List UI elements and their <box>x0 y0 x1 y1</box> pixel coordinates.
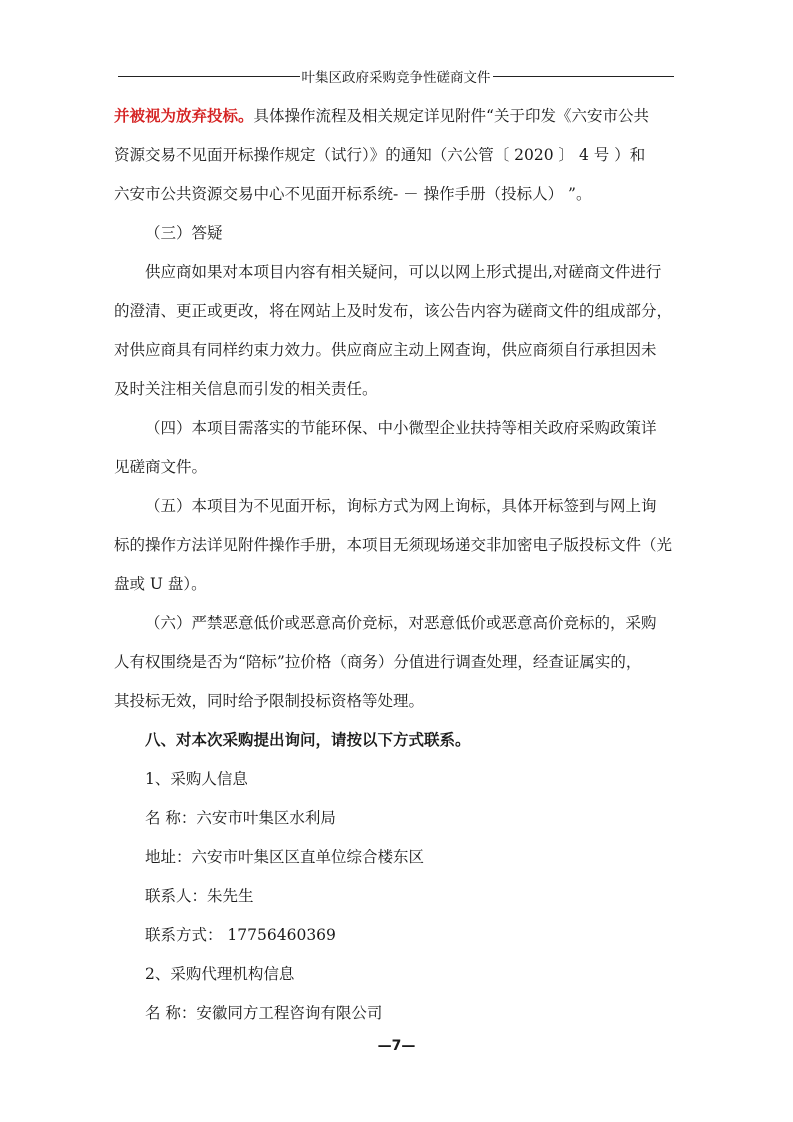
agency-info-heading: 2、采购代理机构信息 <box>145 965 295 983</box>
buyer-contact-person: 联系人：朱先生 <box>145 887 254 905</box>
paragraph-line: 盘或 U 盘）。 <box>114 575 207 593</box>
abandon-bid-warning: 并被视为放弃投标。 <box>114 107 254 125</box>
paragraph-line: 及时关注相关信息而引发的相关责任。 <box>114 380 378 398</box>
page-number: —7— <box>377 1038 416 1054</box>
section-heading-qa: （三）答疑 <box>145 224 223 242</box>
paragraph-line: （四）本项目需落实的节能环保、中小微型企业扶持等相关政府采购政策详 <box>145 419 657 437</box>
paragraph-line: 资源交易不见面开标操作规定（试行）》的通知（六公管〔 2020 〕 4 号 ）和 <box>114 146 646 164</box>
header-rule-left <box>118 76 300 77</box>
paragraph-line: 的澄清、更正或更改，将在网站上及时发布，该公告内容为磋商文件的组成部分， <box>114 302 673 320</box>
header-rule-right <box>493 76 675 77</box>
paragraph-line: 标的操作方法详见附件操作手册，本项目无须现场递交非加密电子版投标文件（光 <box>114 536 673 554</box>
paragraph-line: 供应商如果对本项目内容有相关疑问，可以以网上形式提出,对磋商文件进行 <box>145 263 662 281</box>
buyer-info-heading: 1、采购人信息 <box>145 770 248 788</box>
paragraph-line <box>114 106 682 126</box>
paragraph-line: 对供应商具有同样约束力效力。供应商应主动上网查询，供应商须自行承担因未 <box>114 341 657 359</box>
paragraph-line: （六）严禁恶意低价或恶意高价竞标，对恶意低价或恶意高价竞标的，采购 <box>145 614 657 632</box>
buyer-name: 名 称：六安市叶集区水利局 <box>145 809 336 827</box>
header-title: 叶集区政府采购竞争性磋商文件 <box>301 70 491 86</box>
buyer-address: 地址：六安市叶集区区直单位综合楼东区 <box>145 848 425 866</box>
agency-name: 名 称：安徽同方工程咨询有限公司 <box>145 1004 383 1022</box>
paragraph-line: 六安市公共资源交易中心不见面开标系统- － 操作手册（投标人） ”。 <box>114 185 592 203</box>
paragraph-line: 人有权围绕是否为“陪标”拉价格（商务）分值进行调查处理，经查证属实的， <box>114 653 642 671</box>
paragraph-line: 其投标无效，同时给予限制投标资格等处理。 <box>114 692 425 710</box>
paragraph-line: 见磋商文件。 <box>114 458 208 476</box>
paragraph-line: （五）本项目为不见面开标，询标方式为网上询标，具体开标签到与网上询 <box>145 497 657 515</box>
buyer-phone: 联系方式： 17756460369 <box>145 926 336 944</box>
operation-process-text: 具体操作流程及相关规定详见附件“关于印发《六安市公共 <box>253 107 649 125</box>
page-header <box>118 65 674 87</box>
section-heading-inquiry: 八、对本次采购提出询问，请按以下方式联系。 <box>145 731 471 749</box>
